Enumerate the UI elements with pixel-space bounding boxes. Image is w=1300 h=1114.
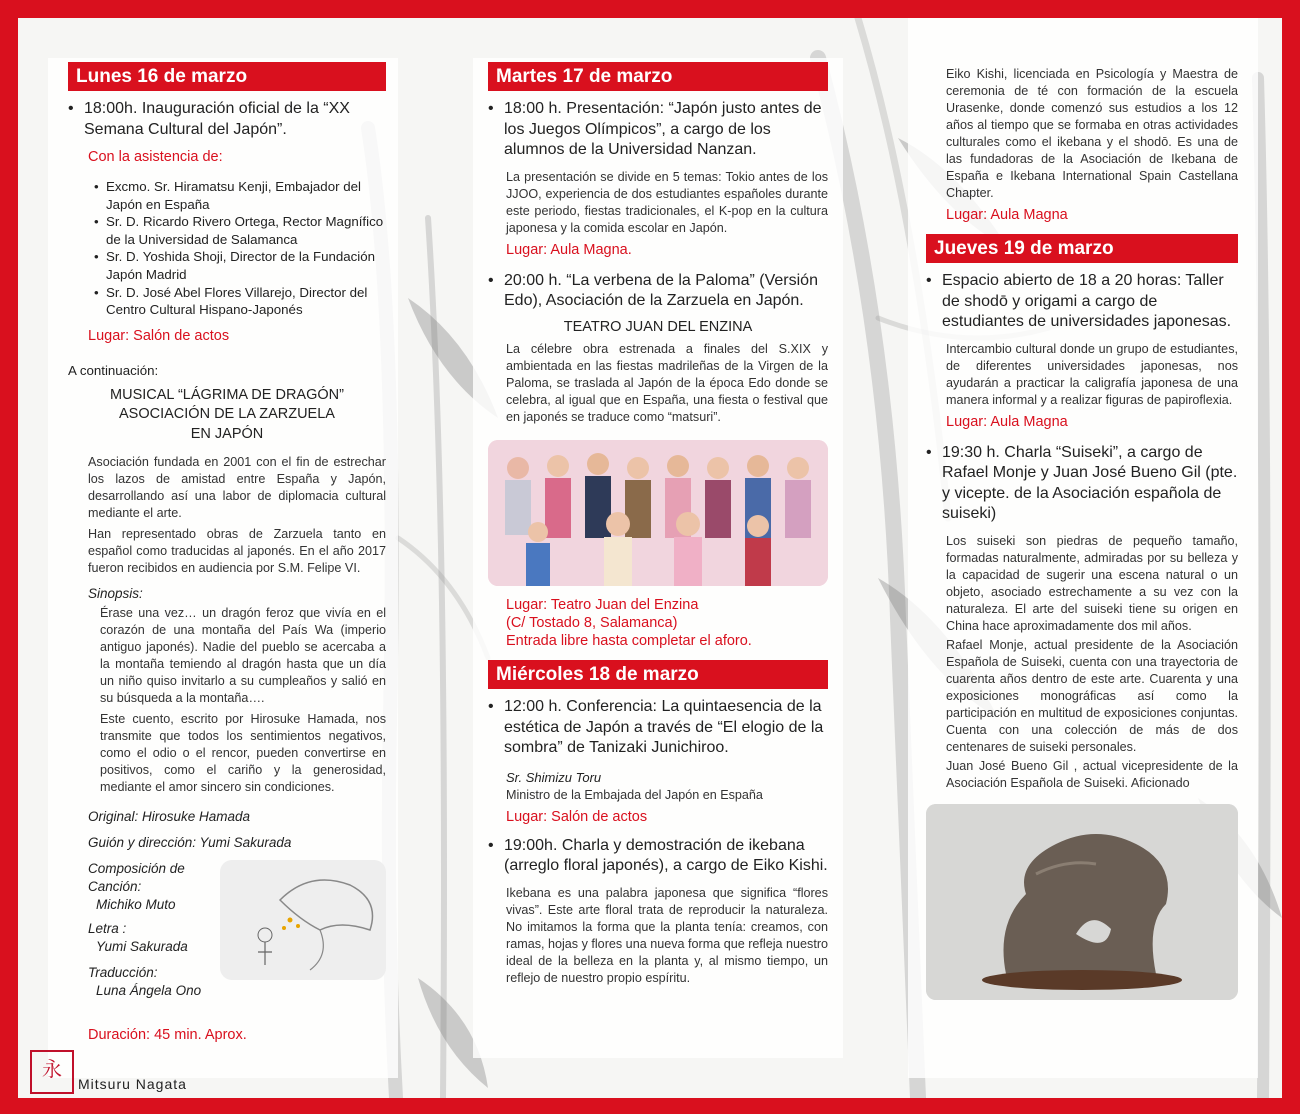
credits-block bbox=[68, 860, 386, 1020]
suiseki-paragraph: Rafael Monje, actual presidente de la Asociación Española de Suiseki, cuenta con una trayectoria de cuarenta años dentro de este arte. Cuarenta y una exposiciones monográficas así como la participación en multitud de exposiciones conjuntas. Cuenta con una colección de más de dos centenares de suiseki personales. bbox=[946, 637, 1238, 754]
group-photo-figures bbox=[488, 440, 828, 586]
lyrics-label: Letra : bbox=[88, 921, 127, 937]
hanko-seal-icon: 永 bbox=[30, 1050, 74, 1094]
event-suiseki: • 19:30 h. Charla “Suiseki”, a cargo de Rafael Monje y Juan José Bueno Gil (pte. y vicepte. de la Asociación española de suiseki) bbox=[926, 443, 1238, 525]
event-ikebana-desc: Ikebana es una palabra japonesa que significa “flores vivas”. Este arte floral trata de reproducir la naturaleza. No imitamos la forma que la planta tenía: creamos, con ramas, hojas y flores una nueva forma que refleja nuestro ideal de la belleza en la planta y, al mismo tiempo, un reflejo de nuestro propio espíritu. bbox=[506, 885, 829, 985]
theatre-title: TEATRO JUAN DEL ENZINA bbox=[563, 318, 753, 335]
synopsis-paragraph: Este cuento, escrito por Hirosuke Hamada, nos transmite que todos los sentimientos negativos, como el odio o el rencor, pueden convertirse en positivos, como el cariño y la generosidad, mediante el amor sincero sin condiciones. bbox=[100, 712, 386, 795]
musical-title-line: MUSICAL “LÁGRIMA DE DRAGÓN” bbox=[110, 386, 344, 403]
suiseki-stone bbox=[926, 804, 1238, 1000]
association-paragraph: Asociación fundada en 2001 con el fin de estrechar los lazos de amistad entre España y Japón, desarrollando así una labor de diplomacia cultural mediante el arte. bbox=[88, 455, 386, 521]
place-workshop: Lugar: Aula Magna bbox=[946, 413, 1068, 430]
day-header-wednesday: Miércoles 18 de marzo bbox=[488, 660, 828, 689]
column-tuesday-wednesday bbox=[488, 62, 828, 987]
day-header-tuesday: Martes 17 de marzo bbox=[488, 62, 828, 91]
signature: Mitsuru Nagata bbox=[78, 1076, 187, 1092]
suiseki-stone-photo bbox=[926, 804, 1238, 1000]
event-presentation-desc: La presentación se divide en 5 temas: Tokio antes de los JJOO, experiencia de dos estudiantes españoles durante este periodo, fiestas tradicionales, el K-pop en la cultura japonesa y la comida escolar en Japón. bbox=[506, 169, 828, 235]
musical-title bbox=[68, 386, 386, 445]
speaker-name: Sr. Shimizu Toru bbox=[506, 769, 602, 785]
event-ikebana: • 19:00h. Charla y demostración de ikebana (arreglo floral japonés), a cargo de Eiko Kishi. bbox=[488, 836, 828, 877]
synopsis-label: Sinopsis: bbox=[88, 586, 143, 602]
attendee-item: • Sr. D. Ricardo Rivero Ortega, Rector Magnífico de la Universidad de Salamanca bbox=[94, 213, 386, 248]
day-header-thursday: Jueves 19 de marzo bbox=[926, 234, 1238, 263]
composition-name: Michiko Muto bbox=[96, 897, 176, 913]
attendee-item: • Sr. D. José Abel Flores Villarejo, Director del Centro Cultural Hispano-Japonés bbox=[94, 284, 386, 319]
musical-title-line: EN JAPÓN bbox=[190, 425, 264, 442]
credit-original: Original: Hirosuke Hamada bbox=[88, 809, 251, 825]
brochure-page bbox=[18, 18, 1282, 1098]
place-verbena-line: (C/ Tostado 8, Salamanca) bbox=[506, 615, 678, 631]
credit-direction: Guión y dirección: Yumi Sakurada bbox=[88, 835, 292, 851]
suiseki-paragraph: Juan José Bueno Gil , actual vicepresidente de la Asociación Española de Suiseki. Aficionado bbox=[946, 758, 1238, 790]
place-kishi: Lugar: Aula Magna bbox=[946, 207, 1068, 223]
place-verbena bbox=[506, 596, 828, 650]
day-header-monday: Lunes 16 de marzo bbox=[68, 62, 386, 91]
attendee-list bbox=[94, 178, 386, 319]
place-verbena-line: Lugar: Teatro Juan del Enzina bbox=[506, 597, 699, 613]
event-presentation: • 18:00 h. Presentación: “Japón justo antes de los Juegos Olímpicos”, a cargo de los alumnos de la Universidad Nanzan. bbox=[488, 99, 828, 161]
place-monday: Lugar: Salón de actos bbox=[88, 327, 230, 344]
place-presentation: Lugar: Aula Magna. bbox=[506, 241, 632, 258]
suiseki-paragraph: Los suiseki son piedras de pequeño tamaño, formadas naturalmente, admiradas por su belleza y la capacidad de sugerir una escena natural o un objeto, asociado estrechamente a su vez con la naturaleza. El arte del suiseki tiene su origen en China hace aproximadamente dos mil años. bbox=[946, 533, 1238, 633]
duration: Duración: 45 min. Aprox. bbox=[88, 1027, 247, 1044]
attendee-item: • Sr. D. Yoshida Shoji, Director de la Fundación Japón Madrid bbox=[94, 248, 386, 283]
column-thursday bbox=[926, 66, 1238, 1000]
event-verbena-desc: La célebre obra estrenada a finales del S.XIX y ambientada en las fiestas madrileñas de la Virgen de la Paloma, se traslada al Japón de la época Edo donde se celebra, al igual que en España, una fiesta o festival que en japonés se traduce como “matsuri”. bbox=[506, 342, 828, 424]
musical-title-line: ASOCIACIÓN DE LA ZARZUELA bbox=[119, 406, 335, 423]
continuation-label: A continuación: bbox=[68, 362, 159, 378]
event-workshop-desc: Intercambio cultural donde un grupo de estudiantes, de diferentes universidades japonesas, nos ayudarán a practicar la caligrafía japonesa de una manera informal y a realizar figuras de papiroflexia. bbox=[946, 341, 1238, 407]
dragon-illustration bbox=[220, 860, 386, 980]
event-verbena: • 20:00 h. “La verbena de la Paloma” (Versión Edo), Asociación de la Zarzuela en Japón. bbox=[488, 271, 828, 312]
attendance-label: Con la asistencia de: bbox=[88, 149, 223, 165]
translation-label: Traducción: bbox=[88, 965, 158, 981]
event-inauguration: • 18:00h. Inauguración oficial de la “XX Semana Cultural del Japón”. bbox=[68, 99, 386, 140]
attendee-item: • Excmo. Sr. Hiramatsu Kenji, Embajador del Japón en España bbox=[94, 178, 386, 213]
association-paragraph: Han representado obras de Zarzuela tanto en español como traducidas al japonés. En el año 2017 fueron recibidos en audiencia por S.M. Felipe VI. bbox=[88, 527, 386, 576]
kishi-bio: Eiko Kishi, licenciada en Psicología y Maestra de ceremonia de té con formación de la escuela Urasenke, donde comenzó sus estudios a los 12 años al tiempo que se formaba en otras actividades culturales como el ikebana y el shodō. Es una de las fundadoras de la Asociación de Ikebana de España e Ikebana International Spain Castellana Chapter. bbox=[946, 67, 1238, 200]
place-verbena-line: Entrada libre hasta completar el aforo. bbox=[506, 633, 752, 649]
column-monday bbox=[68, 62, 386, 1044]
zarzuela-group-photo bbox=[488, 440, 828, 586]
translation-name: Luna Ángela Ono bbox=[96, 983, 202, 999]
lyrics-name: Yumi Sakurada bbox=[96, 939, 188, 955]
place-conference: Lugar: Salón de actos bbox=[506, 808, 648, 825]
synopsis-paragraph: Érase una vez… un dragón feroz que vivía en el corazón de una montaña del País Wa (imperio antiguo japonés). Nadie del pueblo se acercaba a la montaña temiendo al dragón hasta que un día un niño quiso invitarlo a su cumpleaños y salió en su búsqueda a la montaña…. bbox=[100, 606, 386, 706]
composition-label: Composición de Canción: bbox=[88, 861, 185, 895]
speaker-role: Ministro de la Embajada del Japón en España bbox=[506, 787, 763, 802]
event-conference: • 12:00 h. Conferencia: La quintaesencia de la estética de Japón a través de “El elogio de la sombra” de Tanizaki Junichiroo. bbox=[488, 697, 828, 759]
event-workshop: • Espacio abierto de 18 a 20 horas: Taller de shodō y origami a cargo de estudiantes de universidades japonesas. bbox=[926, 271, 1238, 333]
